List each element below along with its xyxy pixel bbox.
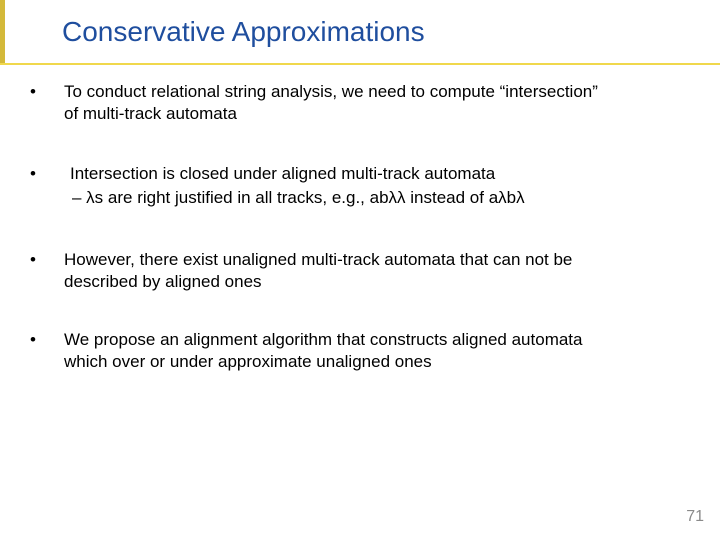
title-divider bbox=[0, 63, 720, 65]
bullet-marker: • bbox=[30, 82, 36, 101]
bullet-marker: • bbox=[30, 250, 36, 269]
bullet-marker: • bbox=[30, 330, 36, 349]
bullet-line: We propose an alignment algorithm that constructs aligned automata bbox=[64, 330, 583, 349]
page-number: 71 bbox=[686, 508, 704, 525]
bullet-line: To conduct relational string analysis, we need to compute “intersection” bbox=[64, 82, 598, 101]
bullet-line: of multi-track automata bbox=[64, 104, 237, 123]
bullet-line: which over or under approximate unaligned ones bbox=[64, 352, 432, 371]
bullet-line: However, there exist unaligned multi-track automata that can not be bbox=[64, 250, 573, 269]
sub-bullet-line: – λs are right justified in all tracks, e.g., abλλ instead of aλbλ bbox=[72, 188, 525, 207]
bullet-line: described by aligned ones bbox=[64, 272, 262, 291]
slide-title: Conservative Approximations bbox=[62, 16, 425, 47]
bullet-line: Intersection is closed under aligned multi-track automata bbox=[70, 164, 496, 183]
title-accent-bar bbox=[0, 0, 5, 64]
bullet-marker: • bbox=[30, 164, 36, 183]
